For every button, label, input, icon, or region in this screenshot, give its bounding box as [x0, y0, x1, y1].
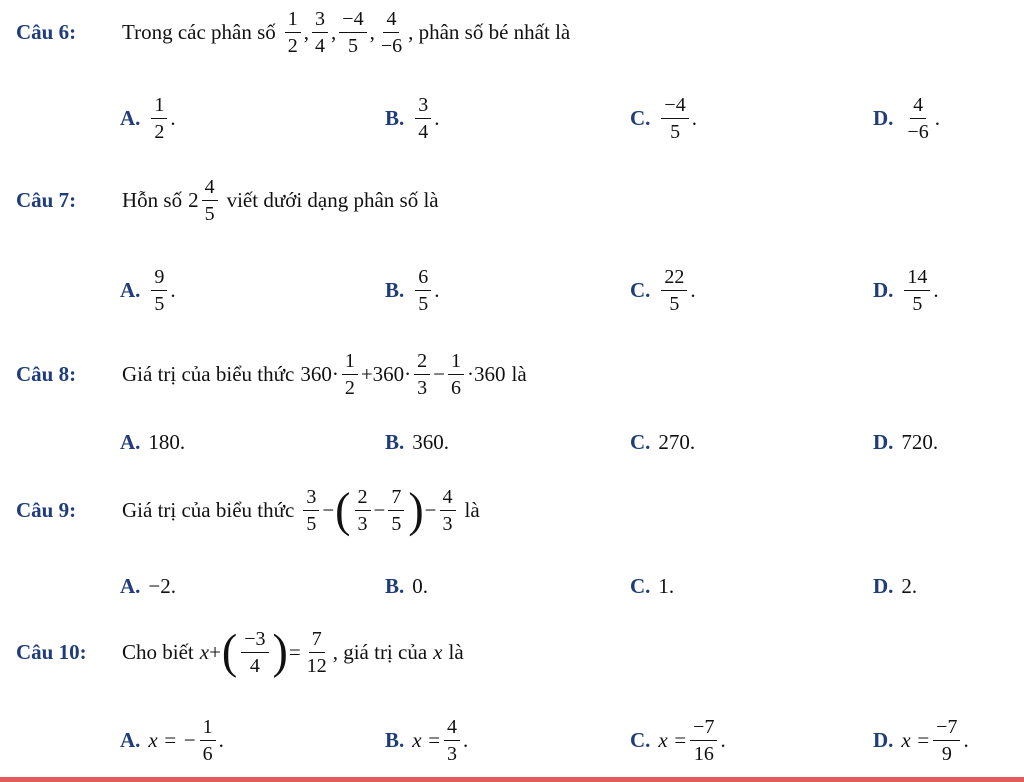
fraction — [342, 351, 358, 398]
option-text: 180. — [148, 429, 186, 454]
denominator: 6 — [451, 376, 462, 399]
expr-term: − — [433, 361, 446, 386]
option-letter: B. — [385, 573, 405, 598]
question-prefix: Giá trị của biểu thức — [122, 361, 295, 386]
variable-x: x — [199, 639, 210, 664]
fraction — [444, 717, 460, 764]
option-letter: D. — [873, 105, 894, 130]
numerator: 1 — [151, 95, 167, 119]
numerator: 3 — [303, 487, 319, 511]
question-prefix: Cho biết — [122, 639, 194, 664]
fraction — [388, 487, 404, 534]
numerator: −7 — [933, 717, 960, 741]
option-letter: C. — [630, 105, 651, 130]
operator: − — [322, 497, 335, 522]
option-text: x = — [412, 727, 442, 752]
option-d[interactable]: D. $\frac{4}{-6}$ . — [873, 93, 940, 143]
option-letter: B. — [385, 277, 405, 302]
denominator: 3 — [357, 512, 368, 535]
numerator: 4 — [440, 487, 456, 511]
question-text — [122, 482, 480, 538]
question-8 — [16, 346, 1016, 402]
fraction — [904, 95, 931, 142]
numerator: 3 — [312, 9, 328, 33]
denominator: −6 — [380, 34, 403, 57]
question-label: Câu 8: — [16, 362, 77, 386]
denominator: 4 — [249, 654, 260, 677]
question-suffix: là — [448, 639, 464, 664]
denominator: 4 — [315, 34, 326, 57]
question-prefix: Hỗn số — [122, 187, 183, 212]
numerator: 7 — [309, 629, 325, 653]
option-text: x = — [901, 727, 931, 752]
fraction — [415, 267, 431, 314]
question-9 — [16, 482, 1016, 538]
fraction — [414, 351, 430, 398]
option-text: 270. — [658, 429, 696, 454]
fraction — [378, 9, 405, 56]
question-label: Câu 10: — [16, 640, 87, 664]
question-text: Trong các phân số $\frac{1}{2}$ , $\frac{3}{4}$ , $\frac{-4}{5}$ , $\frac{4}{-6}$ , phân số bé nhất là — [122, 7, 571, 57]
question-mid: , giá trị của — [332, 639, 428, 664]
option-c[interactable]: C. $\frac{22}{5}$ . — [630, 265, 696, 315]
question-label: Câu 6: — [16, 20, 77, 44]
fraction — [355, 487, 371, 534]
denominator: −6 — [907, 120, 929, 143]
numerator: 1 — [200, 717, 216, 741]
denominator: 3 — [447, 742, 458, 765]
option-b[interactable] — [385, 414, 449, 470]
option-d[interactable] — [873, 558, 917, 614]
option-a[interactable]: A. $\frac{9}{5}$ . — [120, 265, 176, 315]
option-d[interactable]: D. x = $\frac{-7}{9}$ . — [873, 715, 969, 765]
numerator: 6 — [415, 267, 431, 291]
fraction — [661, 95, 688, 142]
denominator: 2 — [344, 376, 355, 399]
option-b[interactable]: B. $\frac{3}{4}$ . — [385, 93, 440, 143]
question-suffix: là — [464, 497, 480, 522]
denominator: 6 — [202, 742, 213, 765]
fraction — [200, 717, 216, 764]
numerator: −4 — [661, 95, 688, 119]
option-letter: A. — [120, 429, 141, 454]
question-prefix: Giá trị của biểu thức — [122, 497, 295, 522]
denominator: 16 — [693, 742, 714, 765]
question-suffix: , phân số bé nhất là — [408, 19, 571, 44]
question-prefix: Trong các phân số — [122, 19, 276, 44]
option-c[interactable] — [630, 558, 674, 614]
question-6 — [16, 4, 1016, 60]
option-b[interactable] — [385, 558, 428, 614]
denominator: 2 — [154, 120, 165, 143]
denominator: 5 — [347, 34, 358, 57]
numerator: 4 — [383, 9, 399, 33]
option-c[interactable] — [630, 414, 695, 470]
fraction — [151, 267, 167, 314]
option-text: 360. — [412, 429, 450, 454]
option-letter: B. — [385, 105, 405, 130]
question-10 — [16, 624, 1016, 680]
question-suffix: là — [511, 361, 527, 386]
expr-term: +360· — [360, 361, 412, 386]
numerator: 3 — [415, 95, 431, 119]
denominator: 5 — [154, 292, 165, 315]
question-label: Câu 7: — [16, 188, 77, 212]
question-text — [122, 624, 464, 680]
numerator: 14 — [904, 267, 930, 291]
option-text: 0. — [412, 573, 429, 598]
fraction — [339, 9, 366, 56]
fraction — [241, 629, 268, 676]
denominator: 5 — [912, 292, 923, 315]
question-7 — [16, 172, 1016, 228]
option-a[interactable]: A. $\frac{1}{2}$ . — [120, 93, 176, 143]
denominator: 5 — [418, 292, 429, 315]
option-b[interactable]: B. x = $\frac{4}{3}$ . — [385, 715, 469, 765]
numerator: −7 — [690, 717, 717, 741]
numerator: 7 — [388, 487, 404, 511]
option-text: 720. — [901, 429, 939, 454]
denominator: 12 — [306, 654, 327, 677]
fraction — [933, 717, 960, 764]
option-letter: B. — [385, 727, 405, 752]
option-letter: A. — [120, 105, 141, 130]
operator: − — [373, 497, 386, 522]
numerator: −3 — [241, 629, 268, 653]
numerator: 4 — [444, 717, 460, 741]
fraction — [312, 9, 328, 56]
numerator: 1 — [448, 351, 464, 375]
numerator: 22 — [661, 267, 687, 291]
option-letter: D. — [873, 277, 894, 302]
expr-term: 360· — [300, 361, 339, 386]
question-label: Câu 9: — [16, 498, 77, 522]
fraction — [661, 267, 687, 314]
option-letter: C. — [630, 277, 651, 302]
fraction — [448, 351, 464, 398]
option-text: x = − — [148, 727, 197, 752]
right-paren: ) — [408, 482, 424, 537]
denominator: 3 — [417, 376, 428, 399]
left-paren: ( — [335, 482, 351, 537]
option-text: x = — [658, 727, 688, 752]
numerator: 4 — [202, 177, 218, 201]
mixed-whole: 2 — [188, 187, 199, 212]
option-c[interactable]: C. $\frac{-4}{5}$ . — [630, 93, 697, 143]
option-letter: A. — [120, 573, 141, 598]
option-letter: D. — [873, 573, 894, 598]
fraction — [440, 487, 456, 534]
option-a[interactable] — [120, 414, 185, 470]
option-letter: A. — [120, 277, 141, 302]
fraction — [304, 629, 330, 676]
option-a[interactable]: A. x = − $\frac{1}{6}$ . — [120, 715, 224, 765]
denominator: 5 — [391, 512, 402, 535]
denominator: 5 — [669, 292, 680, 315]
denominator: 5 — [670, 120, 681, 143]
denominator: 5 — [204, 202, 215, 225]
denominator: 9 — [941, 742, 952, 765]
option-letter: C. — [630, 573, 651, 598]
operator: = — [288, 639, 301, 664]
denominator: 5 — [306, 512, 317, 535]
denominator: 2 — [287, 34, 298, 57]
fraction — [904, 267, 930, 314]
numerator: −4 — [339, 9, 366, 33]
option-d[interactable]: D. $\frac{14}{5}$ . — [873, 265, 939, 315]
option-c[interactable]: C. x = $\frac{-7}{16}$ . — [630, 715, 726, 765]
right-paren: ) — [272, 624, 288, 679]
fraction — [690, 717, 717, 764]
option-letter: B. — [385, 429, 405, 454]
fraction — [303, 487, 319, 534]
option-letter: A. — [120, 727, 141, 752]
option-letter: D. — [873, 727, 894, 752]
numerator: 2 — [355, 487, 371, 511]
question-text — [122, 346, 527, 402]
question-suffix: viết dưới dạng phân số là — [226, 187, 439, 212]
fraction — [415, 95, 431, 142]
numerator: 9 — [151, 267, 167, 291]
denominator: 3 — [442, 512, 453, 535]
option-letter: D. — [873, 429, 894, 454]
expr-term: ·360 — [467, 361, 506, 386]
fraction — [202, 177, 218, 224]
option-text: 2. — [901, 573, 918, 598]
fraction — [285, 9, 301, 56]
option-text: −2. — [148, 573, 177, 598]
numerator: 2 — [414, 351, 430, 375]
operator: − — [424, 497, 437, 522]
numerator: 1 — [285, 9, 301, 33]
operator: + — [209, 639, 221, 664]
option-text: 1. — [658, 573, 675, 598]
option-b[interactable]: B. $\frac{6}{5}$ . — [385, 265, 440, 315]
option-a[interactable] — [120, 558, 176, 614]
fraction — [151, 95, 167, 142]
option-d[interactable] — [873, 414, 938, 470]
denominator: 4 — [418, 120, 429, 143]
variable-x: x — [433, 639, 443, 664]
option-letter: C. — [630, 727, 651, 752]
option-letter: C. — [630, 429, 651, 454]
left-paren: ( — [221, 624, 238, 679]
bottom-divider — [0, 777, 1024, 782]
question-text — [122, 172, 439, 228]
numerator: 1 — [342, 351, 358, 375]
numerator: 4 — [910, 95, 926, 119]
